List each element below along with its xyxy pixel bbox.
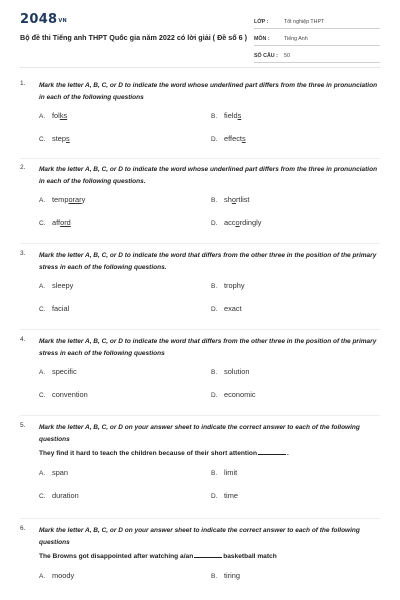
question-number: 5. [20, 422, 26, 429]
header-divider [20, 67, 380, 68]
option-text: afford [52, 218, 71, 227]
option-text: trophy [224, 281, 245, 290]
option-text: convention [52, 390, 88, 399]
option-a[interactable] [39, 468, 68, 477]
option-text: temporary [52, 195, 86, 204]
answer-blank [258, 448, 286, 455]
option-text: sleepy [52, 281, 74, 290]
option-letter: A. [39, 470, 46, 477]
question-3 [20, 250, 382, 327]
option-d[interactable] [211, 491, 238, 500]
option-letter: B. [211, 470, 218, 477]
option-letter: B. [211, 573, 218, 580]
question-divider [20, 415, 380, 416]
option-b[interactable] [211, 367, 249, 376]
meta-subject-value: Tiếng Anh [284, 35, 308, 42]
option-text: effects [224, 134, 246, 143]
option-c[interactable] [39, 134, 70, 143]
option-c[interactable] [39, 304, 69, 313]
option-letter: B. [211, 113, 218, 120]
option-a[interactable] [39, 367, 77, 376]
option-letter: D. [211, 392, 218, 399]
option-letter: B. [211, 197, 218, 204]
option-c[interactable] [39, 218, 71, 227]
option-letter: A. [39, 197, 46, 204]
option-text: span [52, 468, 69, 477]
option-b[interactable] [211, 571, 240, 580]
option-letter: A. [39, 369, 46, 376]
option-letter: C. [39, 493, 46, 500]
document-meta [254, 15, 380, 66]
question-6 [20, 525, 382, 585]
option-c[interactable] [39, 390, 88, 399]
option-b[interactable] [211, 281, 245, 290]
answer-blank [194, 551, 222, 558]
question-instruction: Mark the letter A, B, C, or D to indicate the word whose underlined part differs from the three in pronunciation in each of the following questions. [39, 166, 378, 185]
option-letter: A. [39, 283, 46, 290]
option-letter: D. [211, 220, 218, 227]
sentence-end: . [286, 450, 289, 457]
option-text: tiring [224, 571, 241, 580]
option-text: facial [52, 304, 70, 313]
option-a[interactable] [39, 111, 67, 120]
option-letter: C. [39, 136, 46, 143]
option-b[interactable] [211, 111, 241, 120]
option-d[interactable] [211, 304, 242, 313]
answer-options [39, 111, 382, 157]
question-number: 4. [20, 336, 26, 343]
option-text: accordingly [224, 218, 262, 227]
option-letter: D. [211, 493, 218, 500]
question-number: 1. [20, 80, 26, 87]
option-text: folks [52, 111, 68, 120]
meta-class-row [254, 15, 380, 29]
question-instruction: Mark the letter A, B, C, or D on your answer sheet to indicate the correct answer to each of the following questions [39, 424, 360, 443]
option-text: shortlist [224, 195, 250, 204]
document-header [0, 0, 400, 66]
option-text: time [224, 491, 238, 500]
sentence-text: They find it hard to teach the children because of their short attention [39, 450, 257, 457]
option-letter: C. [39, 306, 46, 313]
option-d[interactable] [211, 134, 246, 143]
option-letter: B. [211, 283, 218, 290]
option-d[interactable] [211, 390, 256, 399]
option-a[interactable] [39, 571, 74, 580]
question-divider [20, 243, 380, 244]
meta-class-label: LỚP : [254, 18, 269, 25]
document-title: Bộ đề thi Tiếng anh THPT Quốc gia năm 2022 có lời giải ( Đề số 6 ) [20, 33, 248, 42]
meta-count-row [254, 49, 380, 63]
option-text: specific [52, 367, 77, 376]
meta-count-label: SỐ CÂU : [254, 52, 278, 59]
answer-options [39, 468, 382, 514]
logo-text[interactable]: 2048 [20, 12, 58, 27]
option-letter: C. [39, 392, 46, 399]
logo-suffix: VN [58, 18, 68, 24]
question-instruction: Mark the letter A, B, C, or D to indicate the word that differs from the other three in the position of the primary stress in each of the following questions. [39, 252, 377, 271]
option-letter: B. [211, 369, 218, 376]
question-instruction: Mark the letter A, B, C, or D on your answer sheet to indicate the correct answer to each of the following questions [39, 527, 360, 546]
option-text: moody [52, 571, 75, 580]
question-number: 3. [20, 250, 26, 257]
option-a[interactable] [39, 195, 85, 204]
option-c[interactable] [39, 491, 79, 500]
sentence-end: basketball match [223, 553, 277, 560]
site-logo[interactable] [20, 12, 67, 27]
question-divider [20, 518, 380, 519]
meta-class-value: Tốt nghiệp THPT [284, 18, 325, 25]
question-divider [20, 329, 380, 330]
question-divider [20, 158, 380, 159]
option-d[interactable] [211, 218, 261, 227]
question-instruction: Mark the letter A, B, C, or D to indicate the word that differs from the other three in the position of the primary stress in each of the following questions [39, 338, 377, 357]
question-sentence [39, 448, 382, 459]
option-text: solution [224, 367, 250, 376]
answer-options [39, 571, 382, 585]
answer-options [39, 367, 382, 413]
question-number: 2. [20, 164, 26, 171]
option-text: economic [224, 390, 256, 399]
question-5 [20, 422, 382, 514]
option-text: limit [224, 468, 238, 477]
question-instruction: Mark the letter A, B, C, or D to indicate the word whose underlined part differs from the three in pronunciation in each of the following questions [39, 82, 378, 101]
meta-subject-label: MÔN : [254, 35, 270, 42]
option-b[interactable] [211, 468, 237, 477]
answer-options [39, 281, 382, 327]
question-sentence [39, 551, 382, 562]
question-4 [20, 336, 382, 413]
meta-count-value: 50 [284, 52, 290, 59]
option-a[interactable] [39, 281, 73, 290]
option-text: duration [52, 491, 79, 500]
option-text: fields [224, 111, 242, 120]
option-text: exact [224, 304, 242, 313]
answer-options [39, 195, 382, 241]
question-number: 6. [20, 525, 26, 532]
sentence-text: The Browns got disappointed after watching a/an [39, 553, 194, 560]
option-b[interactable] [211, 195, 250, 204]
meta-subject-row [254, 32, 380, 46]
option-letter: C. [39, 220, 46, 227]
option-text: steps [52, 134, 70, 143]
option-letter: D. [211, 136, 218, 143]
question-1 [20, 80, 382, 157]
option-letter: A. [39, 113, 46, 120]
option-letter: A. [39, 573, 46, 580]
option-letter: D. [211, 306, 218, 313]
question-2 [20, 164, 382, 241]
